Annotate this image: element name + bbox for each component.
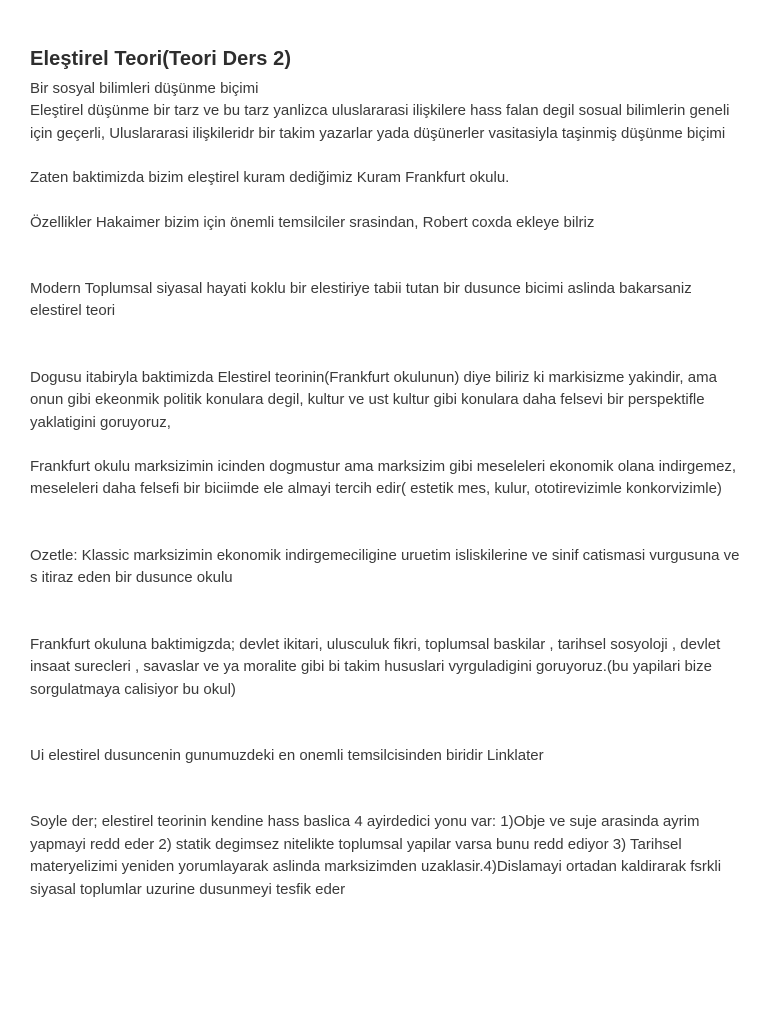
paragraph-3: Zaten baktimizda bizim eleştirel kuram dediğimiz Kuram Frankfurt okulu. (30, 169, 510, 187)
paragraph-9: Frankfurt okuluna baktimigzda; devlet ikitari, ulusculuk fikri, toplumsal baskilar , tarihsel sosyoloji , devlet insaat surecleri , savaslar ve ya moralite gibi bi takim hususlari vyrguladigini goruyoruz.(bu yapilari bize sorgulatmaya calisiyor bu okul) (30, 635, 721, 698)
blank-line (30, 190, 745, 212)
note-title: Eleştirel Teori(Teori Ders 2) (30, 48, 292, 70)
blank-line (30, 434, 745, 456)
note-body[interactable] (30, 44, 745, 901)
paragraph-4: Özellikler Hakaimer bizim için önemli temsilciler srasindan, Robert coxda ekleye bilriz (30, 213, 595, 231)
paragraph-7: Frankfurt okulu marksizimin icinden dogmustur ama marksizim gibi meseleleri ekonomik olana indirgemez, meseleleri daha felsefi bir biciimde ele almayi tercih edir( estetik mes, kulur, ototirevizimle konkorvizimle) (30, 458, 737, 498)
blank-line (30, 323, 745, 367)
blank-line (30, 590, 745, 634)
blank-line (30, 767, 745, 811)
blank-line (30, 145, 745, 167)
paragraph-11: Soyle der; elestirel teorinin kendine hass baslica 4 ayirdedici yonu var: 1)Obje ve suje arasinda ayrim yapmayi redd eder 2) statik degimsez nitelikte toplumsal yapilar varsa bunu redd ediyor 3) Tarihsel materyelizimi yeniden yorumlayarak aslinda marksizimden uzaklasir.4)Dislamayi ortadan kaldirarak fsrkli siyasal toplumlar uzurine dusunmeyi tesfik eder (30, 813, 722, 898)
blank-line (30, 701, 745, 745)
paragraph-1: Bir sosyal bilimleri düşünme biçimi (30, 80, 259, 97)
paragraph-8: Ozetle: Klassic marksizimin ekonomik indirgemeciligine uruetim isliskilerine ve sinif catismasi vurgusuna ve s itiraz eden bir dusunce okulu (30, 546, 740, 587)
paragraph-2: Eleştirel düşünme bir tarz ve bu tarz yanlizca uluslararasi ilişkilere hass falan degil sosual bilimlerin geneli için geçerli, Uluslararasi ilişkileridr bir takim yazarlar yada düşünerler vasitasiyla taşinmiş düşünme biçimi (30, 102, 730, 142)
blank-line (30, 501, 745, 545)
paragraph-5: Modern Toplumsal siyasal hayati koklu bir elestiriye tabii tutan bir dusunce bicimi aslinda bakarsaniz elestirel teori (30, 280, 692, 320)
blank-line (30, 234, 745, 278)
paragraph-10: Ui elestirel dusuncenin gunumuzdeki en onemli temsilcisinden biridir Linklater (30, 746, 544, 764)
paragraph-6: Dogusu itabiryla baktimizda Elestirel teorinin(Frankfurt okulunun) diye biliriz ki markisizme yakindir, ama onun gibi ekeonmik politik konulara degil, kultur ve ust kultur gibi konulara daha felsevi bir perspektifle yaklatigini goruyoruz, (30, 368, 717, 431)
